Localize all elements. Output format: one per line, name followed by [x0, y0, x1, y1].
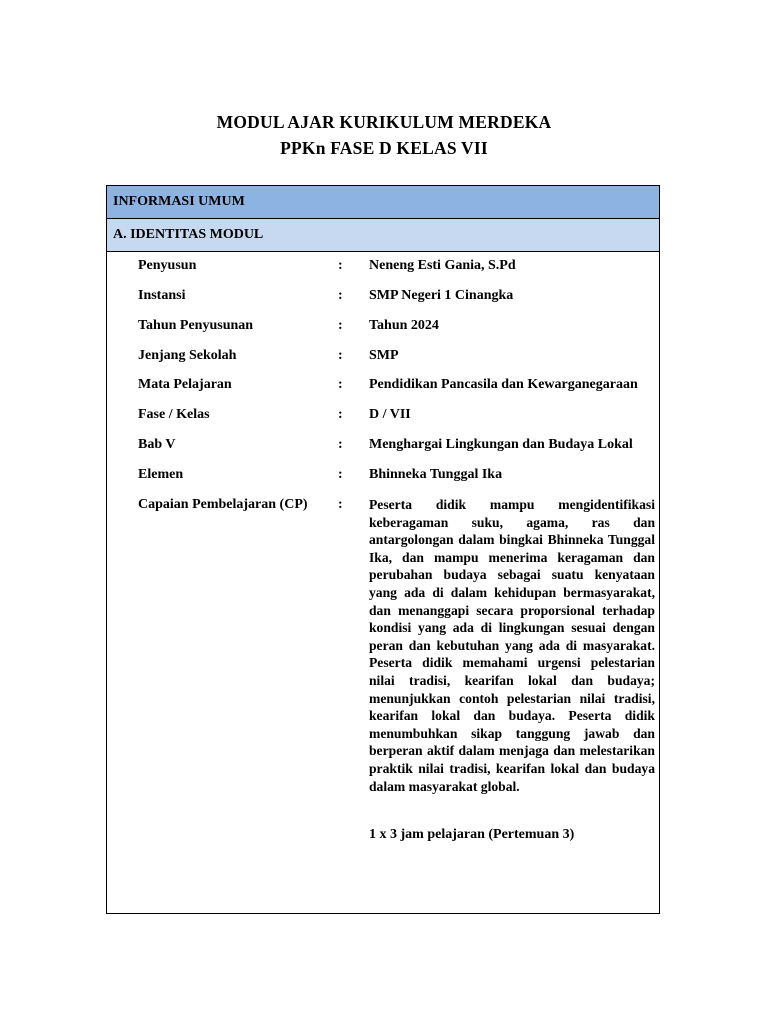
row-label: Fase / Kelas	[138, 407, 210, 422]
row-jenjang-sekolah	[107, 347, 655, 365]
row-value: SMP Negeri 1 Cinangka	[369, 288, 514, 303]
row-colon: :	[338, 258, 343, 273]
row-value: Pendidikan Pancasila dan Kewarganegaraan	[369, 377, 638, 392]
row-value: Tahun 2024	[369, 318, 439, 333]
row-capaian-pembelajaran	[107, 496, 655, 795]
row-value: D / VII	[369, 407, 411, 422]
section-header-informasi-umum: INFORMASI UMUM	[107, 186, 659, 219]
capaian-pembelajaran-text: Peserta didik mampu mengidentifikasi keberagaman suku, agama, ras dan antargolongan dalam bingkai Bhinneka Tunggal Ika, dan mampu menerima keragaman dan perubahan budaya sebagai suatu kenyataan yang ada di dalam kehidupan bermasyarakat, dan menanggapi secara proporsional terhadap kondisi yang ada di lingkungan sesuai dengan peran dan kebutuhan yang ada di masyarakat. Peserta didik memahami urgensi pelestarian nilai tradisi, kearifan lokal dan budaya; menunjukkan contoh pelestarian nilai tradisi, kearifan lokal dan budaya. Peserta didik menumbuhkan sikap tanggung jawab dan berperan aktif dalam menjaga dan melestarikan praktik nilai tradisi, kearifan lokal dan budaya dalam masyarakat global.	[369, 497, 655, 794]
row-label: Tahun Penyusunan	[138, 318, 254, 333]
document-subtitle: PPKn FASE D KELAS VII	[280, 138, 488, 158]
row-colon: :	[338, 288, 343, 303]
row-label: Bab V	[138, 437, 176, 452]
row-fase-kelas	[107, 406, 655, 424]
row-value: Bhinneka Tunggal Ika	[369, 467, 503, 482]
row-label: Elemen	[138, 467, 184, 482]
row-value: SMP	[369, 348, 399, 363]
row-colon: :	[338, 497, 343, 512]
row-value: Neneng Esti Gania, S.Pd	[369, 258, 516, 273]
subsection-header-identitas-modul: A. IDENTITAS MODUL	[107, 219, 659, 252]
row-instansi	[107, 287, 655, 305]
row-penyusun	[107, 257, 655, 275]
time-allocation: 1 x 3 jam pelajaran (Pertemuan 3)	[369, 827, 575, 842]
document-title: MODUL AJAR KURIKULUM MERDEKA	[216, 112, 552, 132]
row-colon: :	[338, 407, 343, 422]
row-colon: :	[338, 377, 343, 392]
row-colon: :	[338, 348, 343, 363]
row-elemen	[107, 466, 655, 484]
row-label: Penyusun	[138, 258, 197, 273]
row-tahun-penyusunan	[107, 317, 655, 335]
row-colon: :	[338, 437, 343, 452]
row-value: Menghargai Lingkungan dan Budaya Lokal	[369, 437, 633, 452]
identity-table	[106, 185, 660, 914]
row-label: Instansi	[138, 288, 186, 303]
row-colon: :	[338, 467, 343, 482]
row-bab	[107, 436, 655, 454]
row-mata-pelajaran	[107, 376, 669, 394]
row-label: Jenjang Sekolah	[138, 348, 237, 363]
row-label: Capaian Pembelajaran (CP)	[138, 497, 308, 512]
row-label: Mata Pelajaran	[138, 377, 232, 392]
row-colon: :	[338, 318, 343, 333]
